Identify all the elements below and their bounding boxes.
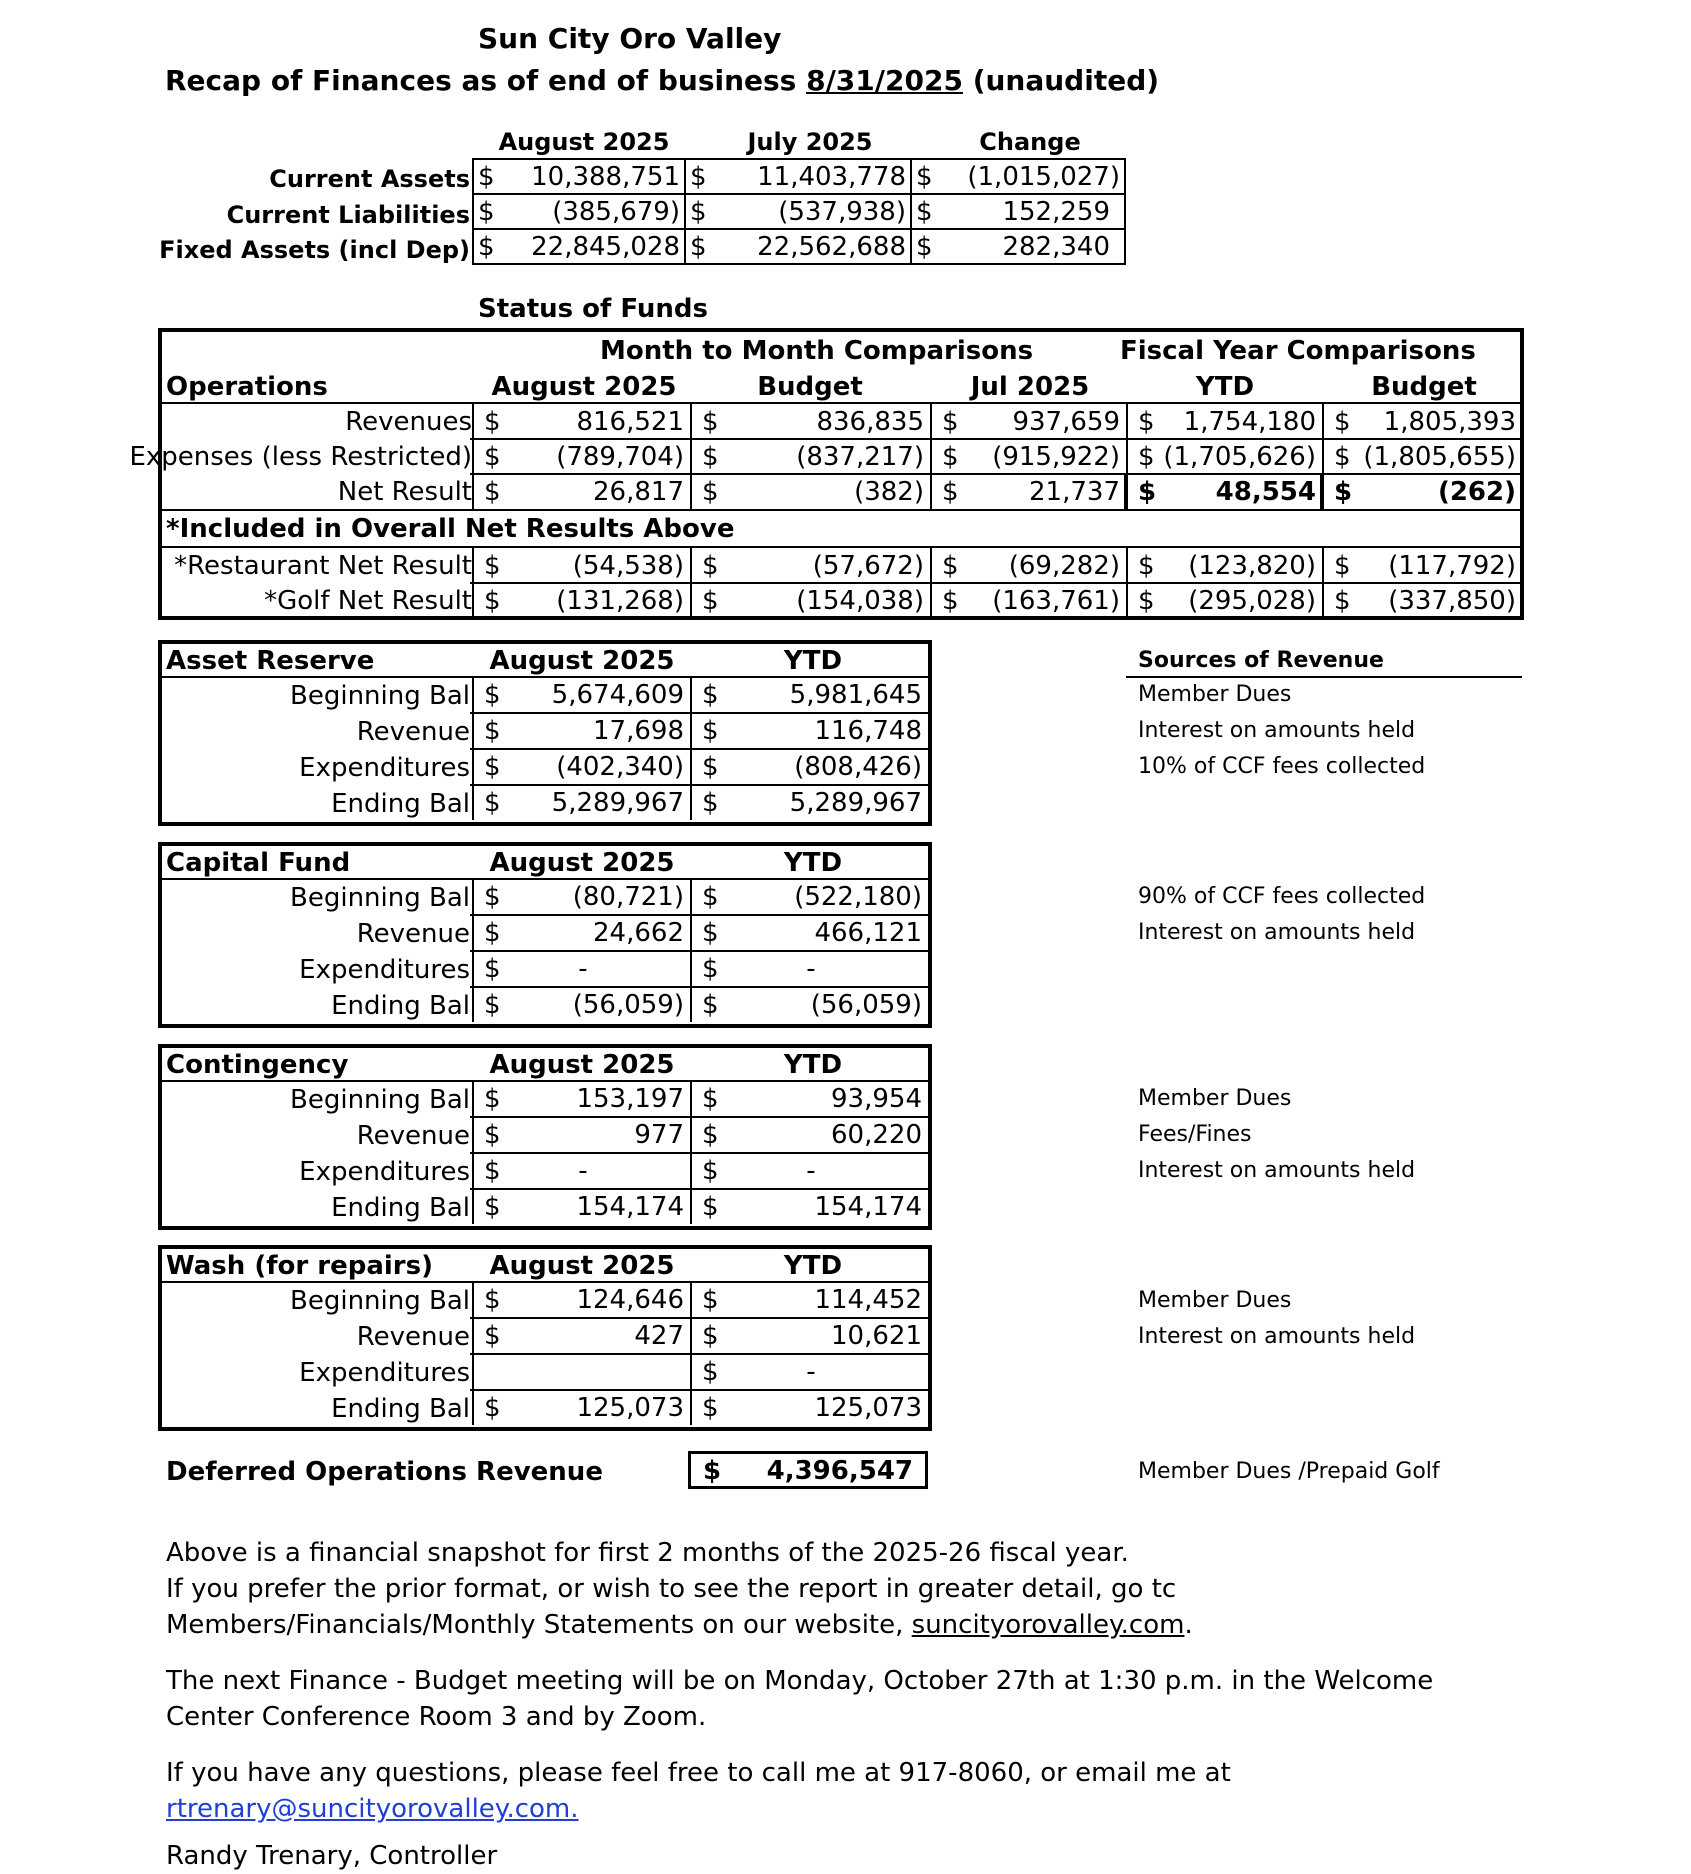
fund-cell — [690, 952, 930, 986]
ops-cell — [472, 548, 692, 583]
fund-cell — [472, 1118, 692, 1152]
fund-col-ytd: YTD — [783, 646, 843, 676]
currency-sign: $ — [685, 194, 711, 229]
ops-cell — [690, 474, 932, 509]
ops-cell — [690, 548, 932, 583]
currency-sign: $ — [1138, 551, 1155, 581]
currency-sign: $ — [702, 882, 719, 912]
currency-sign: $ — [484, 442, 501, 472]
currency-sign: $ — [702, 586, 719, 616]
ops-cell — [930, 474, 1128, 509]
notes-line: Center Conference Room 3 and by Zoom. — [166, 1702, 707, 1732]
currency-sign: $ — [1138, 442, 1155, 472]
currency-sign: $ — [702, 680, 719, 710]
currency-sign: $ — [484, 680, 501, 710]
fund-row-label: Beginning Bal — [290, 1286, 470, 1316]
status-title: Status of Funds — [478, 294, 708, 324]
balance-aug-value: 10,388,751 — [531, 161, 680, 192]
fund-cell — [690, 1319, 930, 1353]
recap-suffix: (unaudited) — [972, 64, 1160, 97]
table-row — [473, 229, 1125, 264]
fund-value: 5,289,967 — [551, 788, 684, 818]
currency-sign: $ — [1334, 477, 1353, 507]
source-item: Interest on amounts held — [1138, 718, 1416, 743]
fund-row-label: Beginning Bal — [290, 1085, 470, 1115]
fund-value: (56,059) — [810, 990, 922, 1020]
fund-cell — [690, 1154, 930, 1188]
fund-cell — [472, 714, 692, 748]
fund-row-label: Revenue — [356, 1121, 470, 1151]
source-item: 90% of CCF fees collected — [1138, 884, 1426, 909]
ops-col-budget: Budget — [757, 372, 863, 402]
ops-cell — [690, 404, 932, 439]
ops-cell — [930, 548, 1128, 583]
fund-cell — [690, 880, 930, 914]
fund-cell — [690, 714, 930, 748]
fund-col-august: August 2025 — [489, 1251, 675, 1281]
fund-value: 124,646 — [576, 1285, 684, 1315]
notes-line — [166, 1607, 1193, 1643]
currency-sign: $ — [702, 716, 719, 746]
currency-sign: $ — [911, 229, 937, 264]
ops-value: 21,737 — [1029, 477, 1120, 507]
ops-col-august: August 2025 — [491, 372, 677, 402]
fund-value: (808,426) — [794, 752, 922, 782]
balance-row-label: Fixed Assets (incl Dep) — [159, 236, 470, 264]
currency-sign: $ — [702, 477, 719, 507]
currency-sign: $ — [484, 1192, 501, 1222]
currency-sign: $ — [702, 954, 719, 984]
ops-value: (1,705,626) — [1163, 442, 1316, 472]
currency-sign: $ — [942, 551, 959, 581]
currency-sign: $ — [484, 990, 501, 1020]
fund-cell — [472, 1283, 692, 1317]
deferred-box — [688, 1451, 928, 1489]
fund-cell — [472, 1391, 692, 1425]
currency-sign: $ — [1138, 586, 1155, 616]
currency-sign: $ — [484, 477, 501, 507]
fund-cell — [690, 1082, 930, 1116]
fund-value: 5,981,645 — [789, 680, 922, 710]
currency-sign: $ — [702, 1156, 719, 1186]
deferred-value: 4,396,547 — [766, 1456, 913, 1486]
fund-value: 125,073 — [576, 1393, 684, 1423]
currency-sign: $ — [702, 407, 719, 437]
ops-cell — [1322, 404, 1524, 439]
fund-cell — [690, 916, 930, 950]
currency-sign: $ — [942, 477, 959, 507]
currency-sign: $ — [484, 1084, 501, 1114]
fund-cell — [472, 750, 692, 784]
currency-sign: $ — [1138, 407, 1155, 437]
currency-sign: $ — [702, 788, 719, 818]
col-divider — [1320, 474, 1323, 510]
fund-cell — [472, 1355, 692, 1389]
fund-col-ytd: YTD — [783, 1251, 843, 1281]
currency-sign: $ — [484, 752, 501, 782]
ops-value: (915,922) — [992, 442, 1120, 472]
email-link[interactable]: rtrenary@suncityorovalley.com. — [166, 1794, 579, 1824]
ops-cell — [690, 439, 932, 474]
operations-title: Operations — [166, 372, 328, 402]
fund-row-label: Revenue — [356, 1322, 470, 1352]
ops-col-jul: Jul 2025 — [970, 372, 1090, 402]
currency-sign: $ — [484, 1156, 501, 1186]
ops-value: (789,704) — [556, 442, 684, 472]
currency-sign: $ — [702, 1357, 719, 1387]
currency-sign: $ — [484, 1393, 501, 1423]
ops-value: (117,792) — [1388, 551, 1516, 581]
source-item: Member Dues — [1138, 1086, 1292, 1111]
fund-value: 60,220 — [831, 1120, 922, 1150]
fund-row-label: Ending Bal — [331, 1193, 470, 1223]
currency-sign: $ — [1334, 442, 1351, 472]
recap-title — [165, 64, 1159, 97]
ops-value: (69,282) — [1008, 551, 1120, 581]
recap-date: 8/31/2025 — [806, 64, 963, 97]
ops-value: 836,835 — [816, 407, 924, 437]
ops-cell — [472, 439, 692, 474]
fund-cell — [690, 750, 930, 784]
fund-row-label: Revenue — [356, 919, 470, 949]
balance-jul-value: 22,562,688 — [757, 231, 906, 262]
currency-sign: $ — [484, 407, 501, 437]
currency-sign: $ — [473, 229, 499, 264]
fund-cell — [690, 786, 930, 820]
currency-sign: $ — [702, 990, 719, 1020]
source-item: Member Dues — [1138, 682, 1292, 707]
currency-sign: $ — [484, 918, 501, 948]
fund-row-label: Ending Bal — [331, 789, 470, 819]
source-item: 10% of CCF fees collected — [1138, 754, 1426, 779]
ops-cell — [472, 404, 692, 439]
fund-row-label: Beginning Bal — [290, 883, 470, 913]
included-title: *Included in Overall Net Results Above — [166, 514, 735, 544]
sources-title: Sources of Revenue — [1138, 648, 1384, 673]
fund-cell — [472, 1190, 692, 1224]
balance-aug-value: 22,845,028 — [531, 231, 680, 262]
ops-cell — [1322, 548, 1524, 583]
fund-cell — [690, 1190, 930, 1224]
website-link[interactable]: suncityorovalley.com — [911, 1610, 1185, 1640]
ops-value: 26,817 — [593, 477, 684, 507]
currency-sign: $ — [942, 407, 959, 437]
ops-value: 816,521 — [576, 407, 684, 437]
ops-value: (837,217) — [796, 442, 924, 472]
ops-col-ytd: YTD — [1195, 372, 1255, 402]
ops-cell — [930, 404, 1128, 439]
balance-row-label: Current Assets — [269, 165, 470, 193]
deferred-source: Member Dues /Prepaid Golf — [1138, 1459, 1440, 1484]
notes-line: Above is a financial snapshot for first 2 months of the 2025-26 fiscal year. — [166, 1538, 1129, 1568]
notes-line: If you have any questions, please feel free to call me at 917-8060, or email me at — [166, 1758, 1231, 1788]
notes-paragraph-2 — [166, 1663, 1433, 1735]
fiscal-group-header: Fiscal Year Comparisons — [1120, 336, 1476, 366]
ops-value: (163,761) — [992, 586, 1120, 616]
fund-col-ytd: YTD — [783, 848, 843, 878]
fund-row-label: Ending Bal — [331, 991, 470, 1021]
fund-value: 154,174 — [576, 1192, 684, 1222]
currency-sign: $ — [1138, 477, 1157, 507]
ops-value: (382) — [854, 477, 924, 507]
currency-sign: $ — [702, 752, 719, 782]
currency-sign: $ — [484, 551, 501, 581]
fund-cell — [472, 1319, 692, 1353]
currency-sign: $ — [1334, 407, 1351, 437]
ops-cell — [1126, 548, 1324, 583]
currency-sign: $ — [473, 194, 499, 229]
ops-cell — [1322, 439, 1524, 474]
currency-sign: $ — [484, 1120, 501, 1150]
balance-jul-value: 11,403,778 — [757, 161, 906, 192]
deferred-label: Deferred Operations Revenue — [166, 1457, 603, 1487]
currency-sign: $ — [911, 194, 937, 229]
fund-value: - — [578, 954, 588, 984]
fund-row-label: Revenue — [356, 717, 470, 747]
fund-cell — [690, 988, 930, 1022]
ops-cell — [1126, 439, 1324, 474]
fund-cell — [690, 678, 930, 712]
ops-value: 48,554 — [1215, 477, 1316, 507]
fund-col-august: August 2025 — [489, 848, 675, 878]
notes-line: If you prefer the prior format, or wish to see the report in greater detail, go tc — [166, 1574, 1177, 1604]
fund-value: 427 — [634, 1321, 684, 1351]
ops-row-label: Revenues — [345, 407, 472, 437]
fund-value: 93,954 — [831, 1084, 922, 1114]
currency-sign: $ — [484, 882, 501, 912]
fund-value: 466,121 — [814, 918, 922, 948]
fund-cell — [472, 916, 692, 950]
currency-sign: $ — [484, 716, 501, 746]
fund-col-august: August 2025 — [489, 1050, 675, 1080]
balance-aug-value: (385,679) — [552, 196, 680, 227]
balance-change-value: 282,340 — [1002, 231, 1110, 262]
fund-value: - — [806, 1156, 816, 1186]
currency-sign: $ — [703, 1456, 722, 1486]
fund-cell — [472, 1082, 692, 1116]
currency-sign: $ — [702, 1393, 719, 1423]
recap-prefix: Recap of Finances as of end of business — [165, 64, 797, 97]
source-item: Interest on amounts held — [1138, 1324, 1416, 1349]
currency-sign: $ — [942, 442, 959, 472]
currency-sign: $ — [1334, 586, 1351, 616]
fund-value: (80,721) — [572, 882, 684, 912]
balance-row-label: Current Liabilities — [226, 201, 470, 229]
fund-cell — [472, 880, 692, 914]
ops-value: (57,672) — [812, 551, 924, 581]
ops-cell — [472, 583, 692, 618]
fund-value: 154,174 — [814, 1192, 922, 1222]
currency-sign: $ — [702, 1192, 719, 1222]
currency-sign: $ — [702, 442, 719, 472]
currency-sign: $ — [942, 586, 959, 616]
ops-value: (337,850) — [1388, 586, 1516, 616]
balance-change-value: (1,015,027) — [967, 161, 1120, 192]
currency-sign: $ — [685, 229, 711, 264]
notes-period: . — [1184, 1610, 1193, 1640]
ops-value: (262) — [1437, 477, 1516, 507]
fund-cell — [472, 786, 692, 820]
fund-row-label: Expenditures — [299, 955, 470, 985]
currency-sign: $ — [685, 159, 711, 194]
currency-sign: $ — [702, 1285, 719, 1315]
fund-value: - — [578, 1156, 588, 1186]
table-row — [473, 194, 1125, 229]
fund-value: 977 — [634, 1120, 684, 1150]
currency-sign: $ — [484, 788, 501, 818]
fund-row-label: Expenditures — [299, 1358, 470, 1388]
fund-value: 116,748 — [814, 716, 922, 746]
fund-cell — [472, 1154, 692, 1188]
fund-value: 5,674,609 — [551, 680, 684, 710]
fund-value: - — [806, 1357, 816, 1387]
currency-sign: $ — [702, 918, 719, 948]
ops-value: 1,754,180 — [1183, 407, 1316, 437]
currency-sign: $ — [473, 159, 499, 194]
fund-value: (522,180) — [794, 882, 922, 912]
ops-value: (154,038) — [796, 586, 924, 616]
ops-cell — [690, 583, 932, 618]
notes-text: Members/Financials/Monthly Statements on our website, — [166, 1610, 904, 1640]
fund-title: Contingency — [166, 1050, 349, 1080]
fund-title: Capital Fund — [166, 848, 351, 878]
ops-cell — [1126, 474, 1324, 509]
fund-cell — [472, 988, 692, 1022]
currency-sign: $ — [484, 1321, 501, 1351]
ops-cell — [1126, 583, 1324, 618]
balance-jul-value: (537,938) — [778, 196, 906, 227]
currency-sign: $ — [702, 1084, 719, 1114]
fund-cell — [472, 952, 692, 986]
ops-value: (123,820) — [1188, 551, 1316, 581]
ops-cell — [1126, 404, 1324, 439]
currency-sign: $ — [1334, 551, 1351, 581]
currency-sign: $ — [484, 954, 501, 984]
notes-line: The next Finance - Budget meeting will be on Monday, October 27th at 1:30 p.m. in the Welcome — [166, 1666, 1434, 1696]
notes-paragraph-3 — [166, 1755, 1231, 1827]
col-divider — [1124, 474, 1127, 510]
fund-value: (402,340) — [556, 752, 684, 782]
ops-col-fy-budget: Budget — [1371, 372, 1477, 402]
ops-cell — [472, 474, 692, 509]
ops-value: 1,805,393 — [1383, 407, 1516, 437]
source-item: Fees/Fines — [1138, 1122, 1252, 1147]
ops-value: 937,659 — [1012, 407, 1120, 437]
fund-row-label: Expenditures — [299, 753, 470, 783]
fund-value: 17,698 — [593, 716, 684, 746]
source-item: Member Dues — [1138, 1288, 1292, 1313]
ops-cell — [930, 439, 1128, 474]
fund-row-label: Beginning Bal — [290, 681, 470, 711]
ops-value: (54,538) — [572, 551, 684, 581]
fund-col-ytd: YTD — [783, 1050, 843, 1080]
fund-title: Asset Reserve — [166, 646, 375, 676]
currency-sign: $ — [484, 586, 501, 616]
fund-row-label: Ending Bal — [331, 1394, 470, 1424]
ops-cell — [1322, 583, 1524, 618]
ops-cell — [930, 583, 1128, 618]
ops-value: (295,028) — [1188, 586, 1316, 616]
ops-cell — [1322, 474, 1524, 509]
month-group-header: Month to Month Comparisons — [600, 336, 1034, 366]
fund-value: 153,197 — [576, 1084, 684, 1114]
fund-value: - — [806, 954, 816, 984]
org-title: Sun City Oro Valley — [478, 22, 782, 55]
currency-sign: $ — [702, 551, 719, 581]
fund-value: (56,059) — [572, 990, 684, 1020]
currency-sign: $ — [702, 1120, 719, 1150]
ops-row-label: Net Result — [337, 477, 472, 507]
signature: Randy Trenary, Controller — [166, 1841, 498, 1871]
fund-col-august: August 2025 — [489, 646, 675, 676]
balance-col-jul: July 2025 — [747, 128, 873, 156]
fund-value: 125,073 — [814, 1393, 922, 1423]
included-row-label: *Restaurant Net Result — [174, 551, 472, 581]
currency-sign: $ — [484, 1285, 501, 1315]
ops-value: (131,268) — [556, 586, 684, 616]
fund-row-label: Expenditures — [299, 1157, 470, 1187]
fund-cell — [690, 1118, 930, 1152]
included-row-label: *Golf Net Result — [264, 586, 472, 616]
fund-value: 24,662 — [593, 918, 684, 948]
ops-value: (1,805,655) — [1363, 442, 1516, 472]
balance-table — [472, 158, 1126, 265]
fund-cell — [690, 1391, 930, 1425]
fund-cell — [690, 1283, 930, 1317]
currency-sign: $ — [702, 1321, 719, 1351]
source-item: Interest on amounts held — [1138, 920, 1416, 945]
notes-paragraph-1 — [166, 1535, 1193, 1643]
table-row — [473, 159, 1125, 194]
fund-value: 10,621 — [831, 1321, 922, 1351]
fund-title: Wash (for repairs) — [166, 1251, 433, 1281]
fund-value: 5,289,967 — [789, 788, 922, 818]
balance-col-change: Change — [979, 128, 1081, 156]
source-item: Interest on amounts held — [1138, 1158, 1416, 1183]
fund-value: 114,452 — [814, 1285, 922, 1315]
fund-cell — [472, 678, 692, 712]
currency-sign: $ — [911, 159, 937, 194]
balance-change-value: 152,259 — [1002, 196, 1110, 227]
fund-cell — [690, 1355, 930, 1389]
ops-row-label: Expenses (less Restricted) — [129, 442, 472, 472]
balance-col-aug: August 2025 — [498, 128, 670, 156]
